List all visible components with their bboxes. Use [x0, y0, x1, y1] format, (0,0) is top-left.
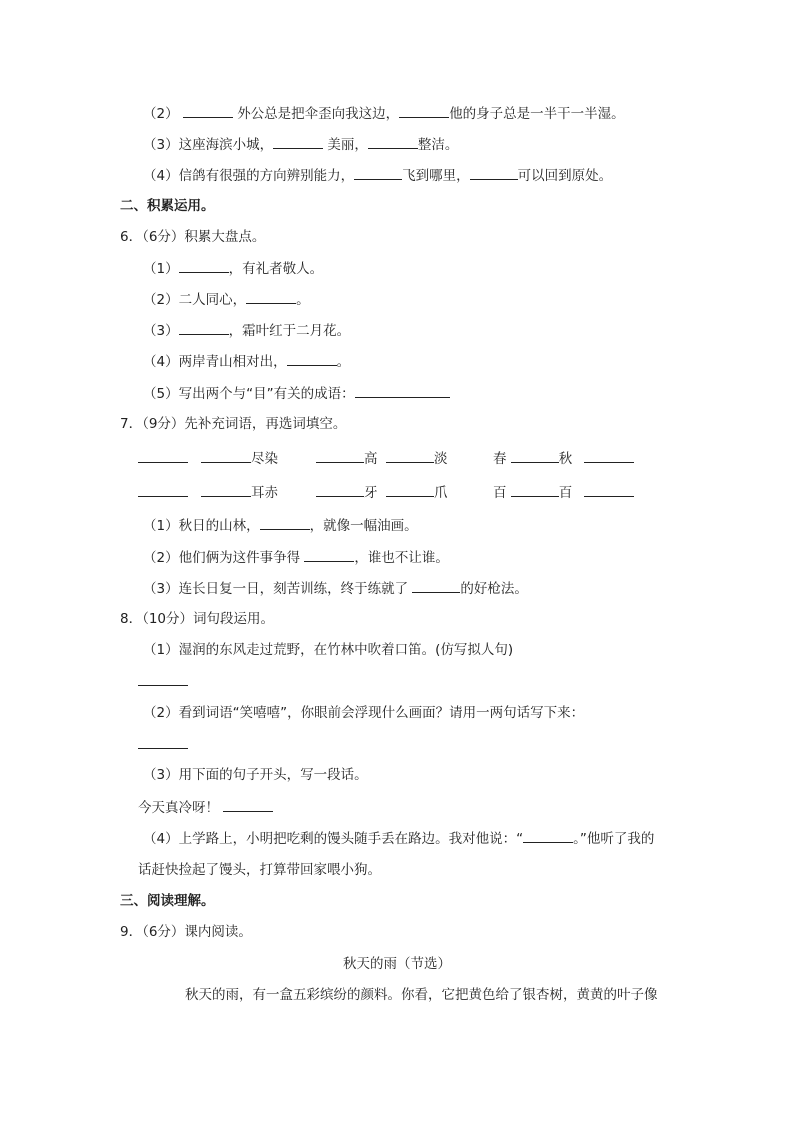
- q6-item-3: （3） ，霜叶红于二月花。: [143, 320, 350, 341]
- section-heading: 二、积累运用。: [120, 198, 215, 214]
- answer-blank[interactable]: [201, 448, 251, 463]
- answer-blank[interactable]: [368, 134, 418, 149]
- answer-blank[interactable]: [183, 103, 233, 118]
- answer-blank[interactable]: [316, 448, 364, 463]
- passage-text: 秋天的雨，有一盒五彩缤纷的颜料。你看，它把黄色给了银杏树，黄黄的叶子像: [185, 987, 658, 1003]
- answer-blank[interactable]: [179, 320, 229, 335]
- answer-blank[interactable]: [412, 578, 460, 593]
- answer-blank[interactable]: [179, 258, 229, 273]
- q8-item-2: （2）看到词语“笑嘻嘻”，你眼前会浮现什么画面？请用一两句话写下来：: [143, 705, 585, 721]
- answer-blank[interactable]: [138, 482, 188, 497]
- answer-blank[interactable]: [287, 351, 337, 366]
- q6-item-2: （2）二人同心， 。: [143, 289, 310, 310]
- answer-blank[interactable]: [246, 289, 296, 304]
- q8-item-4-cont: 话赶快捡起了馒头，打算带回家喂小狗。: [138, 862, 381, 878]
- answer-blank[interactable]: [511, 448, 559, 463]
- answer-blank[interactable]: [138, 448, 188, 463]
- answer-blank[interactable]: [523, 828, 573, 843]
- q7-item-1: （1）秋日的山林， ，就像一幅油画。: [143, 515, 418, 536]
- answer-blank[interactable]: [386, 482, 434, 497]
- answer-blank[interactable]: [584, 482, 634, 497]
- q5-item-3: （3）这座海滨小城， 美丽， 整洁。: [143, 134, 458, 155]
- q8-item-3: （3）用下面的句子开头，写一段话。: [143, 767, 368, 783]
- answer-blank[interactable]: [138, 671, 188, 686]
- answer-blank[interactable]: [273, 134, 323, 149]
- question-title: 7．（9分）先补充词语，再选词填空。: [120, 416, 347, 432]
- question-title: 9．（6分）课内阅读。: [120, 924, 252, 940]
- answer-blank[interactable]: [260, 515, 310, 530]
- q6-item-1: （1） ，有礼者敬人。: [143, 258, 323, 279]
- q6-item-5: （5）写出两个与“目”有关的成语：: [143, 383, 450, 404]
- answer-blank[interactable]: [304, 547, 354, 562]
- answer-blank[interactable]: [354, 165, 402, 180]
- answer-blank[interactable]: [316, 482, 364, 497]
- question-title: 6．（6分）积累大盘点。: [120, 229, 266, 245]
- question-title: 8．（10分）词句段运用。: [120, 611, 275, 627]
- section-heading: 三、阅读理解。: [120, 893, 215, 909]
- q7-item-3: （3）连长日复一日，刻苦训练，终于练就了 的好枪法。: [143, 578, 528, 599]
- q8-item-1: （1）湿润的东风走过荒野，在竹林中吹着口笛。(仿写拟人句): [143, 642, 514, 658]
- answer-blank[interactable]: [470, 165, 518, 180]
- answer-blank[interactable]: [399, 103, 449, 118]
- q8-item-4: （4）上学路上，小明把吃剩的馒头随手丢在路边。我对他说：“ 。”他听了我的: [143, 828, 654, 849]
- q6-item-4: （4）两岸青山相对出， 。: [143, 351, 350, 372]
- answer-blank[interactable]: [386, 448, 434, 463]
- answer-blank[interactable]: [355, 383, 450, 398]
- answer-blank[interactable]: [201, 482, 251, 497]
- answer-blank[interactable]: [584, 448, 634, 463]
- answer-blank[interactable]: [223, 797, 273, 812]
- q7-item-2: （2）他们俩为这件事争得 ，谁也不让谁。: [143, 547, 449, 568]
- answer-blank[interactable]: [138, 734, 188, 749]
- answer-blank[interactable]: [511, 482, 559, 497]
- q8-item-3-start: 今天真冷呀！: [138, 797, 273, 818]
- passage-title: 秋天的雨（节选）: [343, 956, 451, 972]
- q5-item-4: （4）信鸽有很强的方向辨别能力， 飞到哪里， 可以回到原处。: [143, 165, 612, 186]
- q5-item-2: （2） 外公总是把伞歪向我这边， 他的身子总是一半干一半湿。: [143, 103, 625, 124]
